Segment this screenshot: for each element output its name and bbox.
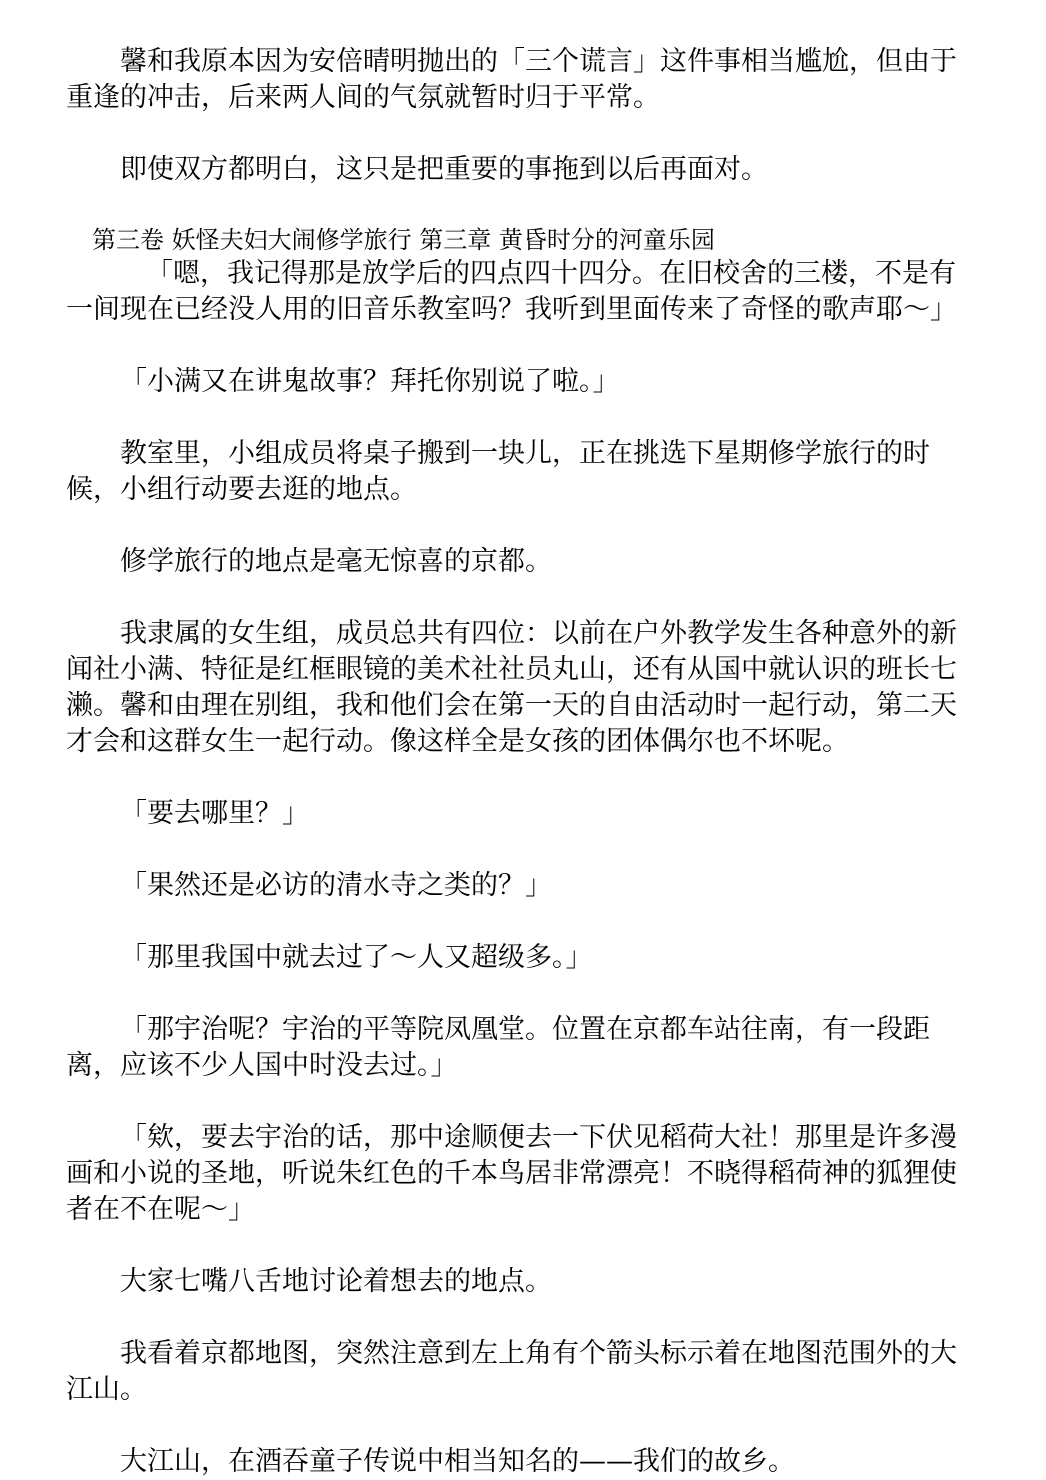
document-page	[66, 44, 978, 1480]
paragraph: 「嗯，我记得那是放学后的四点四十四分。在旧校舍的三楼，不是有一间现在已经没人用的旧音乐教室吗？我听到里面传来了奇怪的歌声耶～」	[66, 258, 957, 325]
paragraph: 即使双方都明白，这只是把重要的事拖到以后再面对。	[120, 154, 768, 185]
chapter-heading: 第三卷 妖怪夫妇大闹修学旅行 第三章 黄昏时分的河童乐园	[92, 226, 715, 254]
paragraph: 「那宇治呢？宇治的平等院凤凰堂。位置在京都车站往南，有一段距离，应该不少人国中时没去过。」	[66, 1014, 930, 1081]
paragraph: 「果然还是必访的清水寺之类的？」	[120, 870, 552, 901]
paragraph: 「小满又在讲鬼故事？拜托你别说了啦。」	[120, 366, 620, 397]
paragraph: 教室里，小组成员将桌子搬到一块儿，正在挑选下星期修学旅行的时候，小组行动要去逛的地点。	[66, 438, 930, 505]
paragraph: 馨和我原本因为安倍晴明抛出的「三个谎言」这件事相当尴尬，但由于重逢的冲击，后来两人间的气氛就暂时归于平常。	[66, 46, 957, 113]
paragraph: 「那里我国中就去过了～人又超级多。」	[120, 942, 593, 973]
paragraph: 「要去哪里？」	[120, 798, 309, 829]
paragraph: 大家七嘴八舌地讨论着想去的地点。	[120, 1266, 552, 1297]
paragraph: 修学旅行的地点是毫无惊喜的京都。	[120, 546, 552, 577]
paragraph: 「欸，要去宇治的话，那中途顺便去一下伏见稻荷大社！那里是许多漫画和小说的圣地，听说朱红色的千本鸟居非常漂亮！不晓得稻荷神的狐狸使者在不在呢～」	[66, 1122, 957, 1225]
paragraph: 我隶属的女生组，成员总共有四位：以前在户外教学发生各种意外的新闻社小满、特征是红框眼镜的美术社社员丸山，还有从国中就认识的班长七濑。馨和由理在别组，我和他们会在第一天的自由活动时一起行动，第二天才会和这群女生一起行动。像这样全是女孩的团体偶尔也不坏呢。	[66, 618, 957, 757]
paragraph: 大江山，在酒吞童子传说中相当知名的——我们的故乡。	[120, 1446, 795, 1477]
paragraph: 我看着京都地图，突然注意到左上角有个箭头标示着在地图范围外的大江山。	[66, 1338, 957, 1405]
